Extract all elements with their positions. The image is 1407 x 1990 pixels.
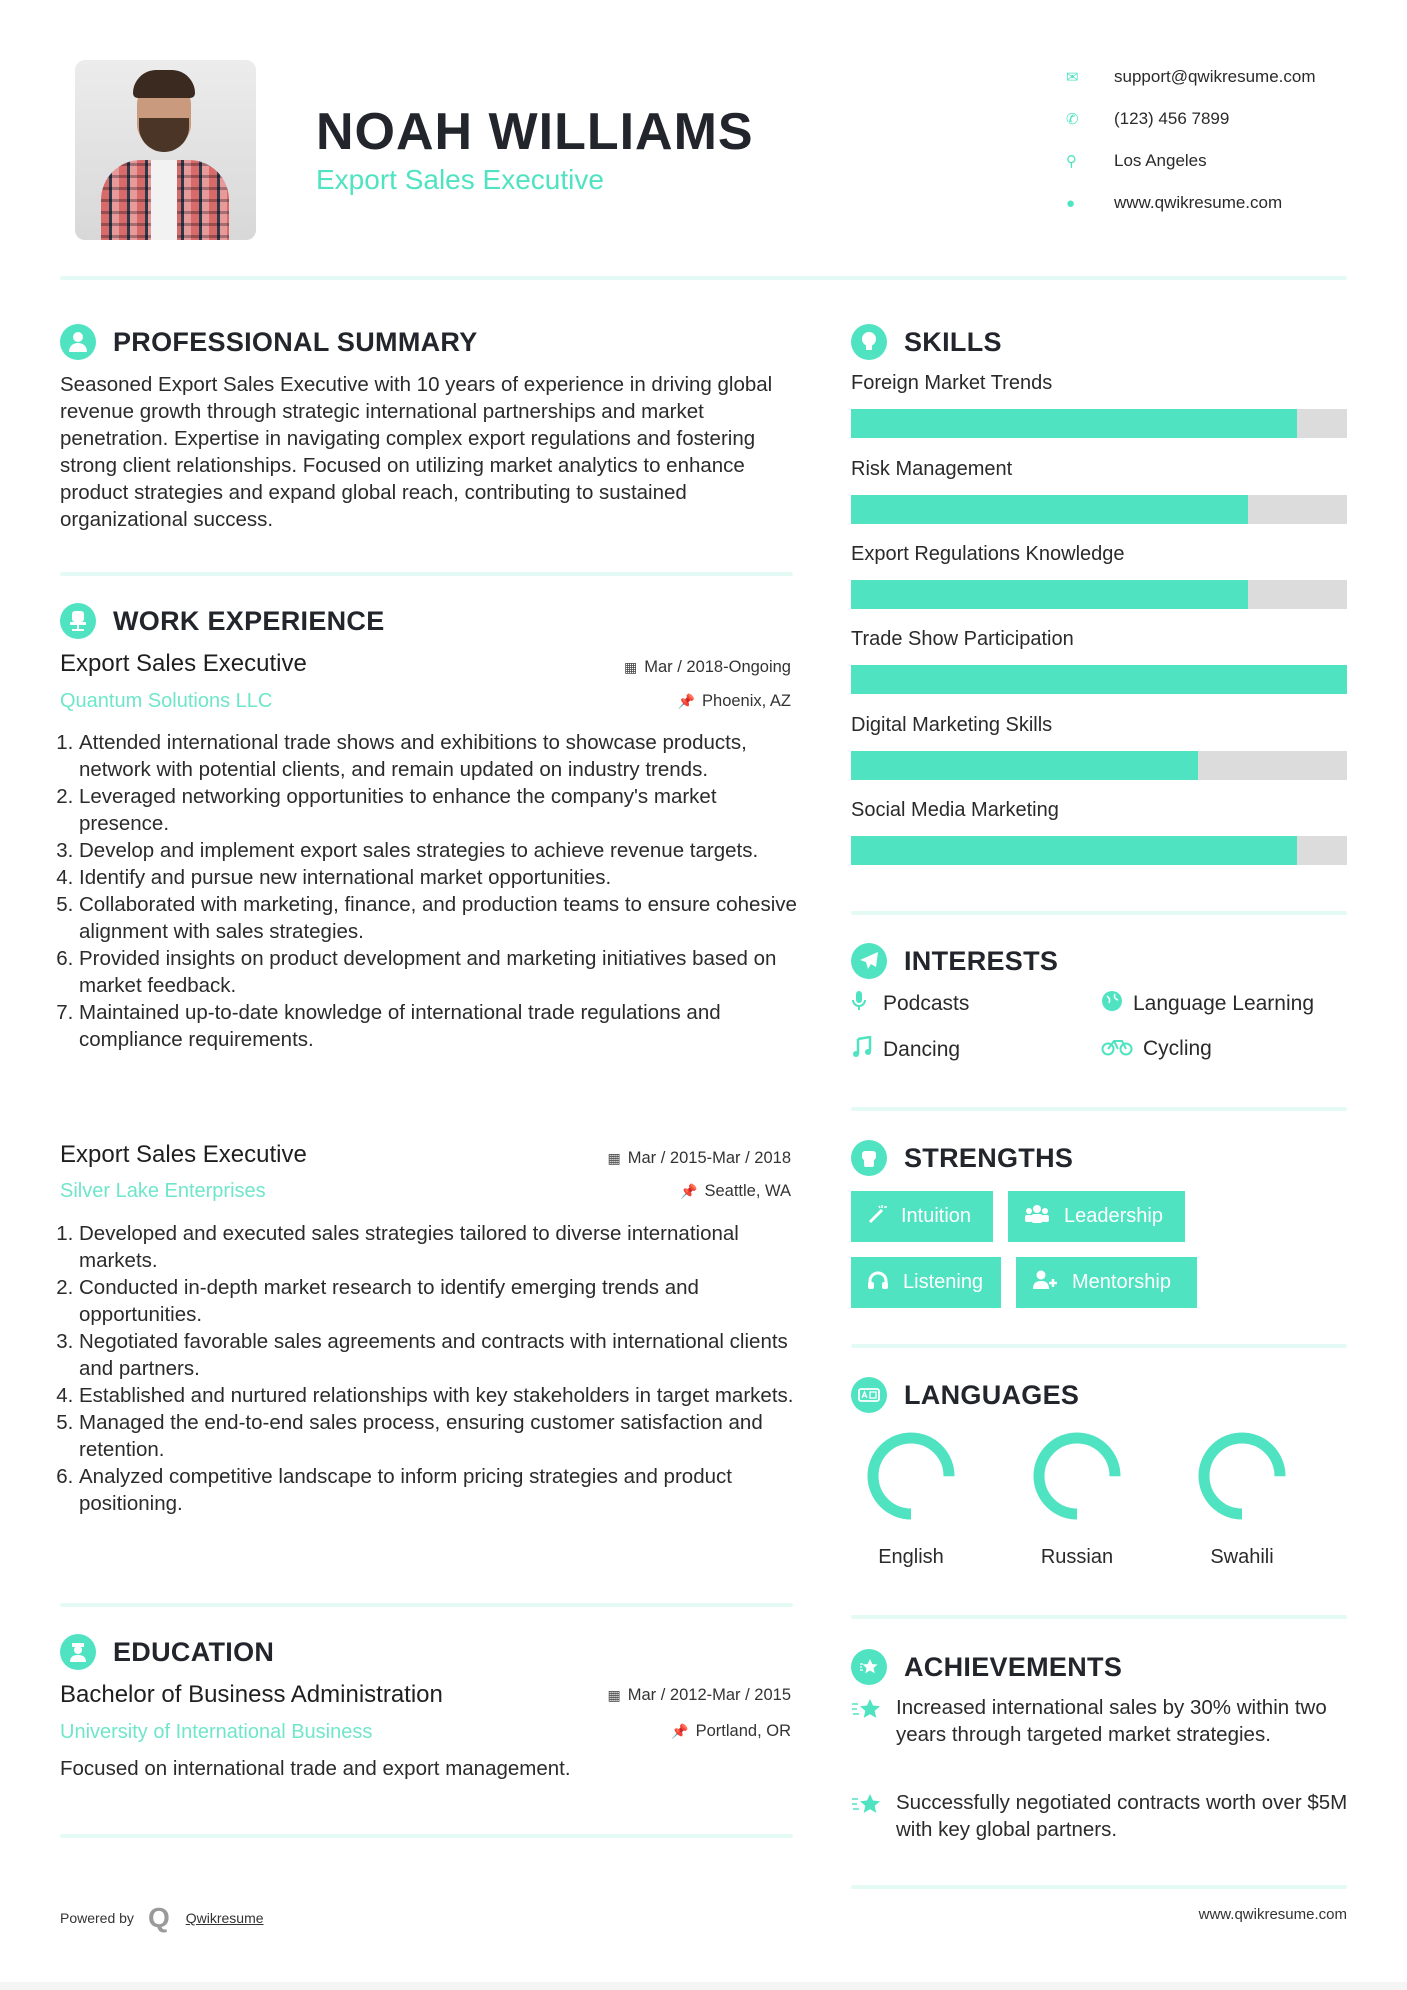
language-label: English xyxy=(878,1546,944,1568)
profile-photo xyxy=(75,60,256,240)
contact-email-text: support@qwikresume.com xyxy=(1114,67,1316,86)
translate-icon xyxy=(851,1377,887,1413)
chair-icon xyxy=(60,603,96,639)
job-2-location xyxy=(680,1182,791,1201)
pushpin-icon: 📌 xyxy=(677,693,696,709)
magic-wand-icon xyxy=(867,1204,887,1230)
job-1-title: Export Sales Executive xyxy=(60,650,307,677)
calendar-icon: ▦ xyxy=(607,1687,621,1703)
globe-icon xyxy=(1101,990,1129,1018)
skill-label: Digital Marketing Skills xyxy=(851,714,1053,736)
candidate-role: Export Sales Executive xyxy=(316,164,604,195)
job-2-dates xyxy=(608,1149,791,1168)
contact-location-text: Los Angeles xyxy=(1114,151,1207,170)
paper-plane-icon xyxy=(851,943,887,979)
achievements-title: ACHIEVEMENTS xyxy=(904,1651,1123,1682)
interest-podcasts xyxy=(851,990,969,1018)
job-2-dates-text: Mar / 2015-Mar / 2018 xyxy=(627,1149,791,1167)
job-1-company: Quantum Solutions LLC xyxy=(60,690,273,712)
list-item: 3. Negotiated favorable sales agreements and contracts with international clients and partners. xyxy=(79,1328,805,1382)
languages-title: LANGUAGES xyxy=(904,1379,1080,1410)
microphone-icon xyxy=(851,990,879,1018)
globe-icon: ● xyxy=(1066,194,1076,212)
contact-email[interactable] xyxy=(1060,56,1316,98)
envelope-icon: ✉ xyxy=(1066,69,1079,86)
language-english xyxy=(851,1430,971,1569)
job-2-company: Silver Lake Enterprises xyxy=(60,1180,266,1202)
experience-divider xyxy=(60,1603,793,1607)
skill-bar xyxy=(851,495,1347,524)
interest-cycling xyxy=(1101,1036,1212,1062)
list-item: 7. Maintained up-to-date knowledge of international trade regulations and compliance requirements. xyxy=(79,999,805,1053)
skill-label: Social Media Marketing xyxy=(851,799,1059,821)
interest-label: Dancing xyxy=(883,1038,961,1061)
achievements-divider xyxy=(851,1885,1347,1889)
candidate-name: NOAH WILLIAMS xyxy=(316,103,754,161)
summary-heading xyxy=(60,324,478,360)
contact-phone[interactable] xyxy=(1060,98,1316,140)
achievement-text: Increased international sales by 30% within two years through targeted market strategies. xyxy=(896,1696,1327,1746)
education-dates-text: Mar / 2012-Mar / 2015 xyxy=(627,1686,791,1704)
qwikresume-logo-icon: Q xyxy=(147,1902,170,1933)
interests-divider xyxy=(851,1107,1347,1111)
lightbulb-icon xyxy=(851,324,887,360)
education-location xyxy=(671,1722,791,1741)
strength-mentorship xyxy=(1016,1257,1197,1308)
contact-website[interactable] xyxy=(1060,182,1316,224)
skill-fill xyxy=(851,836,1297,865)
star-icon xyxy=(851,1694,896,1748)
pushpin-icon: 📌 xyxy=(671,1723,689,1739)
skill-label: Foreign Market Trends xyxy=(851,372,1053,394)
skill-label: Risk Management xyxy=(851,458,1013,480)
user-plus-icon xyxy=(1032,1270,1058,1296)
language-russian xyxy=(1017,1430,1137,1569)
list-item: 6. Analyzed competitive landscape to inform pricing strategies and product positioning. xyxy=(79,1463,805,1517)
skills-divider xyxy=(851,911,1347,915)
achievements-heading xyxy=(851,1649,1122,1685)
list-item: 6. Provided insights on product development and marketing initiatives based on market feedback. xyxy=(79,945,805,999)
phone-icon: ✆ xyxy=(1066,111,1079,128)
skill-bar xyxy=(851,836,1347,865)
job-2-bullets xyxy=(60,1220,805,1517)
bicycle-icon xyxy=(1101,1036,1139,1062)
language-progress-ring xyxy=(1196,1430,1288,1522)
summary-divider xyxy=(60,572,793,576)
interest-label: Podcasts xyxy=(883,992,970,1015)
photo-tee xyxy=(151,160,177,240)
strength-label: Intuition xyxy=(901,1205,972,1227)
job-1-location xyxy=(678,692,791,711)
contact-list xyxy=(1060,56,1316,224)
skills-title: SKILLS xyxy=(904,326,1002,357)
graduate-icon xyxy=(60,1634,96,1670)
achievement-item xyxy=(851,1789,1351,1843)
skill-fill xyxy=(851,580,1248,609)
job-1-bullets xyxy=(60,729,805,1053)
footer-website[interactable]: www.qwikresume.com xyxy=(1198,1906,1347,1923)
strengths-divider xyxy=(851,1344,1347,1348)
map-pin-icon: ⚲ xyxy=(1066,153,1077,170)
interests-heading xyxy=(851,943,1058,979)
skills-heading xyxy=(851,324,1002,360)
skill-fill xyxy=(851,665,1347,694)
calendar-icon: ▦ xyxy=(607,1150,621,1166)
strength-intuition xyxy=(851,1191,993,1242)
users-icon xyxy=(1024,1204,1050,1230)
strength-leadership xyxy=(1008,1191,1185,1242)
summary-text: Seasoned Export Sales Executive with 10 years of experience in driving global revenue growth through strategic international partnerships and market penetration. Expertise in navigating complex export regulations and fostering strong client relationships. Focused on utilizing market analytics to enhance product strategies and expand global reach, contributing to sustained organizational success. xyxy=(60,373,773,531)
job-1-dates-text: Mar / 2018-Ongoing xyxy=(644,658,791,676)
education-divider xyxy=(60,1834,793,1838)
education-location-text: Portland, OR xyxy=(695,1722,791,1740)
list-item: 4. Identify and pursue new international market opportunities. xyxy=(79,864,805,891)
languages-heading xyxy=(851,1377,1079,1413)
language-label: Swahili xyxy=(1210,1546,1274,1568)
experience-title: WORK EXPERIENCE xyxy=(113,605,385,636)
list-item: 2. Conducted in-depth market research to identify emerging trends and opportunities. xyxy=(79,1274,805,1328)
star-badge-icon xyxy=(851,1649,887,1685)
skill-fill xyxy=(851,751,1198,780)
education-degree: Bachelor of Business Administration xyxy=(60,1681,443,1708)
list-item: 2. Leveraged networking opportunities to enhance the company's market presence. xyxy=(79,783,805,837)
skill-bar xyxy=(851,409,1347,438)
job-1-location-text: Phoenix, AZ xyxy=(702,692,791,710)
education-school: University of International Business xyxy=(60,1721,373,1743)
achievement-item xyxy=(851,1694,1351,1748)
job-2-location-text: Seattle, WA xyxy=(704,1182,791,1200)
job-2-title: Export Sales Executive xyxy=(60,1141,307,1168)
language-label: Russian xyxy=(1040,1546,1114,1568)
contact-website-text: www.qwikresume.com xyxy=(1114,193,1283,212)
strength-label: Mentorship xyxy=(1072,1271,1171,1293)
education-heading xyxy=(60,1634,274,1670)
language-progress-ring xyxy=(865,1430,957,1522)
list-item: 5. Managed the end-to-end sales process, ensuring customer satisfaction and retention. xyxy=(79,1409,805,1463)
list-item: 5. Collaborated with marketing, finance, and production teams to ensure cohesive alignment with sales strategies. xyxy=(79,891,805,945)
skill-fill xyxy=(851,495,1248,524)
education-title: EDUCATION xyxy=(113,1636,275,1667)
music-note-icon xyxy=(851,1036,879,1064)
interests-title: INTERESTS xyxy=(904,945,1059,976)
interest-language-learning xyxy=(1101,990,1314,1018)
photo-beard xyxy=(139,118,189,152)
skill-fill xyxy=(851,409,1297,438)
list-item: 4. Established and nurtured relationships with key stakeholders in target markets. xyxy=(79,1382,805,1409)
star-icon xyxy=(851,1789,896,1843)
pushpin-icon: 📌 xyxy=(680,1183,698,1199)
contact-location xyxy=(1060,140,1316,182)
header-divider xyxy=(60,276,1347,280)
strength-label: Leadership xyxy=(1064,1205,1163,1227)
qwikresume-link[interactable]: Qwikresume xyxy=(185,1910,264,1926)
experience-heading xyxy=(60,603,385,639)
calendar-icon: ▦ xyxy=(624,659,638,675)
skill-bar xyxy=(851,751,1347,780)
user-icon xyxy=(60,324,96,360)
language-progress-ring xyxy=(1031,1430,1123,1522)
skill-bar xyxy=(851,580,1347,609)
page-bottom-edge xyxy=(0,1982,1407,1990)
achievement-text: Successfully negotiated contracts worth over $5M with key global partners. xyxy=(896,1791,1348,1841)
education-dates xyxy=(608,1686,791,1705)
skill-label: Trade Show Participation xyxy=(851,628,1074,650)
list-item: 3. Develop and implement export sales strategies to achieve revenue targets. xyxy=(79,837,805,864)
headphones-icon xyxy=(867,1270,889,1296)
footer-powered-by xyxy=(60,1902,264,1934)
skill-bar xyxy=(851,665,1347,694)
list-item: 1. Developed and executed sales strategies tailored to diverse international markets. xyxy=(79,1220,805,1274)
interest-dancing xyxy=(851,1036,960,1064)
language-swahili xyxy=(1182,1430,1302,1569)
fist-icon xyxy=(851,1140,887,1176)
list-item: 1. Attended international trade shows and exhibitions to showcase products, network with potential clients, and remain updated on industry trends. xyxy=(79,729,805,783)
contact-phone-text: (123) 456 7899 xyxy=(1114,109,1230,128)
languages-divider xyxy=(851,1615,1347,1619)
interest-label: Cycling xyxy=(1143,1037,1212,1060)
interest-label: Language Learning xyxy=(1133,992,1315,1015)
strength-label: Listening xyxy=(903,1271,984,1293)
strengths-title: STRENGTHS xyxy=(904,1142,1074,1173)
job-1-dates xyxy=(624,658,791,677)
skill-label: Export Regulations Knowledge xyxy=(851,543,1125,565)
summary-title: PROFESSIONAL SUMMARY xyxy=(113,326,478,357)
education-description: Focused on international trade and export management. xyxy=(60,1757,571,1780)
powered-by-text: Powered by xyxy=(60,1910,134,1926)
strengths-heading xyxy=(851,1140,1073,1176)
strength-listening xyxy=(851,1257,1001,1308)
photo-hair xyxy=(133,70,195,98)
